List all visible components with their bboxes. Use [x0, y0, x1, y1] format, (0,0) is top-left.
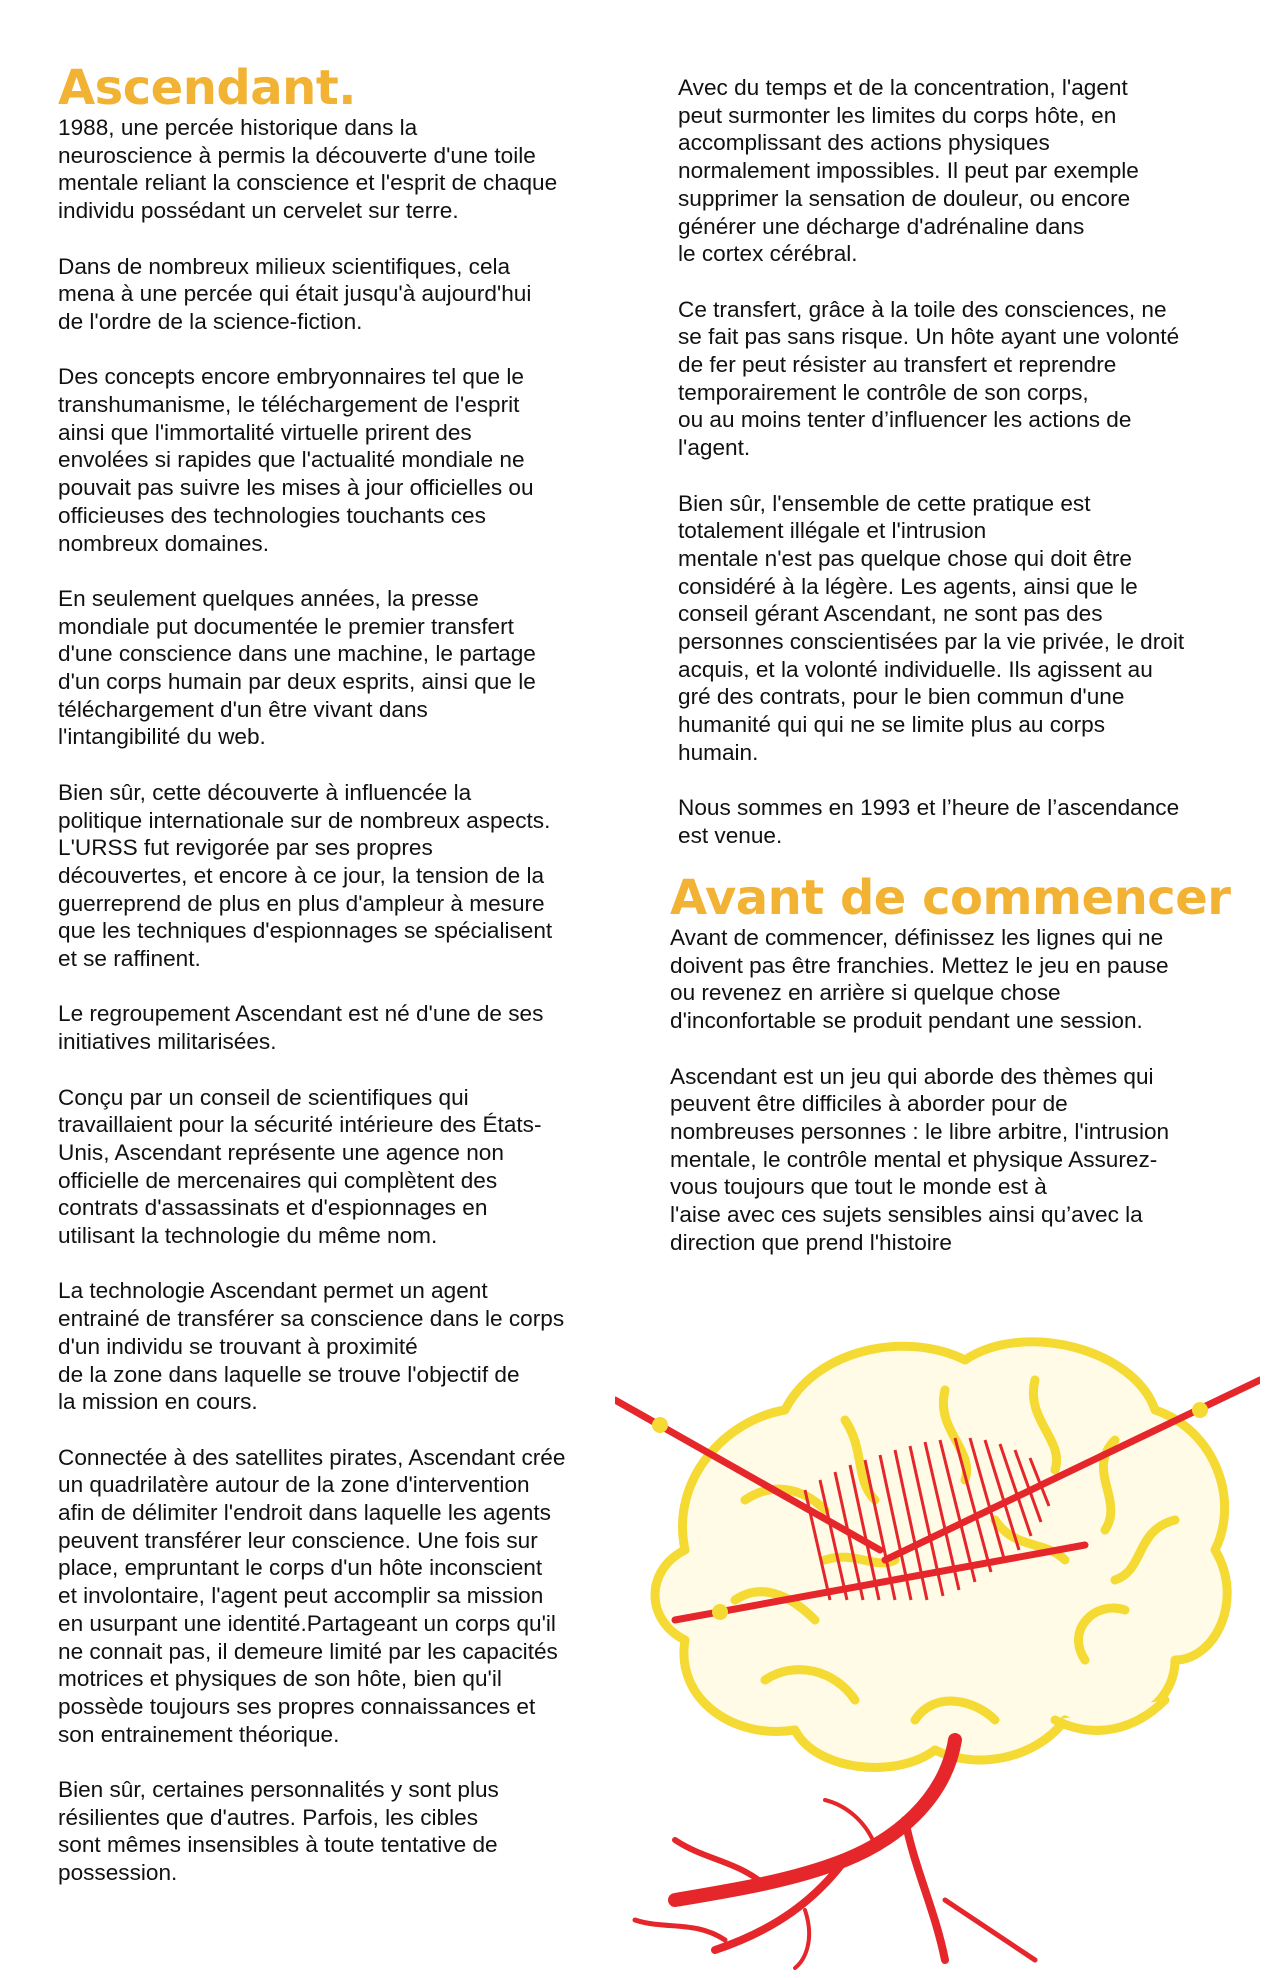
- paragraph-council: Conçu par un conseil de scientifiques qui travaillaient pour la sécurité intérieure des États- Unis, Ascendant représente une agence non officielle de mercenaires qui complètent des contrats d'assassinats et d'espionnages en utilisant la technologie du même nom.: [58, 1084, 542, 1249]
- ascendant-heading: Ascendant.: [58, 60, 356, 116]
- avant-de-commencer-heading: Avant de commencer: [670, 870, 1231, 926]
- paragraph-1993: Nous sommes en 1993 et l’heure de l’ascendance est venue.: [678, 795, 1180, 848]
- right-column-before-start: [670, 872, 1236, 1284]
- paragraph-concepts: Des concepts encore embryonnaires tel que le transhumanisme, le téléchargement de l'esprit ainsi que l'immortalité virtuelle prirent des envolées si rapides que l'actualité mondiale ne pouvait pas suivre les mises à jour officielles ou officieuses des technologies touchants ces nombreux domaines.: [58, 364, 534, 556]
- paragraph-resilience: Bien sûr, certaines personnalités y sont plus résilientes que d'autres. Parfois, les cibles sont mêmes insensibles à toute tentative de possession.: [58, 1777, 499, 1886]
- paragraph-technology: La technologie Ascendant permet un agent entrainé de transférer sa conscience dans le corps d'un individu se trouvant à proximité de la zone dans laquelle se trouve l'objectif de la mission en cours.: [58, 1278, 565, 1415]
- paragraph-transfer-risk: Ce transfert, grâce à la toile des consciences, ne se fait pas sans risque. Un hôte ayant une volonté de fer peut résister au transfert et reprendre temporairement le contrôle de son corps, ou au moins tenter d’influencer les actions de l'agent.: [678, 296, 1180, 461]
- paragraph-lines: Avant de commencer, définissez les lignes qui ne doivent pas être franchies. Mettez le jeu en pause ou revenez en arrière si quelque chose d'inconfortable se produit pendant une session.: [670, 925, 1169, 1034]
- brain-outline: [655, 1342, 1227, 1768]
- paragraph-satellites: Connectée à des satellites pirates, Ascendant crée un quadrilatère autour de la zone d'intervention afin de délimiter l'endroit dans laquelle les agents peuvent transférer leur conscience. Une fois sur place, empruntant le corps d'un hôte inconscient et involontaire, l'agent peut accomplir sa mission en usurpant une identité.Partageant un corps qu'il ne connait pas, il demeure limité par les capacités motrices et physiques de son hôte, bien qu'il possède toujours ses propres connaissances et son entrainement théorique.: [58, 1444, 566, 1747]
- brain-illustration: [615, 1300, 1260, 1970]
- paragraph-politics: Bien sûr, cette découverte à influencée la politique internationale sur de nombreux aspects. L'URSS fut revigorée par ses propres découvertes, et encore à ce jour, la tension de la guerreprend de plus en plus d'ampleur à mesure que les techniques d'espionnages se spécialisent et se raffinent.: [58, 779, 553, 972]
- paragraph-illegal: Bien sûr, l'ensemble de cette pratique est totalement illégale et l'intrusion mentale n'est pas quelque chose qui doit être considéré à la légère. Les agents, ainsi que le conseil gérant Ascendant, ne sont pas des personnes conscientisées par la vie privée, le droit acquis, et la volonté individuelle. Ils agissent au gré des contrats, pour le bien commun d'une humanité qui qui ne se limite plus au corps humain.: [678, 490, 1185, 765]
- paragraph-discovery: 1988, une percée historique dans la neuroscience à permis la découverte d'une toile mentale reliant la conscience et l'esprit de chaque individu possédant un cervelet sur terre.: [58, 115, 558, 224]
- paragraph-group-origin: Le regroupement Ascendant est né d'une de ses initiatives militarisées.: [58, 1001, 544, 1055]
- left-column: [58, 62, 628, 1915]
- spinal-veins: [635, 1740, 1035, 1968]
- paragraph-themes: Ascendant est un jeu qui aborde des thèmes qui peuvent être difficiles à aborder pour de nombreuses personnes : le libre arbitre, l'intrusion mentale, le contrôle mental et physique Assurez- vous toujours que tout le monde est à l'aise avec ces sujets sensibles ainsi qu’avec la direction que prend l'histoire: [670, 1063, 1170, 1255]
- paragraph-press: En seulement quelques années, la presse mondiale put documentée le premier transfert d'une conscience dans une machine, le partage d'un corps humain par deux esprits, ainsi que le téléchargement d'un être vivant dans l'intangibilité du web.: [58, 585, 536, 750]
- paragraph-scientific-circles: Dans de nombreux milieux scientifiques, cela mena à une percée qui était jusqu'à aujourd'hui de l'ordre de la science-fiction.: [58, 253, 532, 334]
- right-column-top: [678, 74, 1248, 877]
- paragraph-concentration: Avec du temps et de la concentration, l'agent peut surmonter les limites du corps hôte, en accomplissant des actions physiques normalement impossibles. Il peut par exemple supprimer la sensation de douleur, ou encore générer une décharge d'adrénaline dans le cortex cérébral.: [678, 75, 1139, 267]
